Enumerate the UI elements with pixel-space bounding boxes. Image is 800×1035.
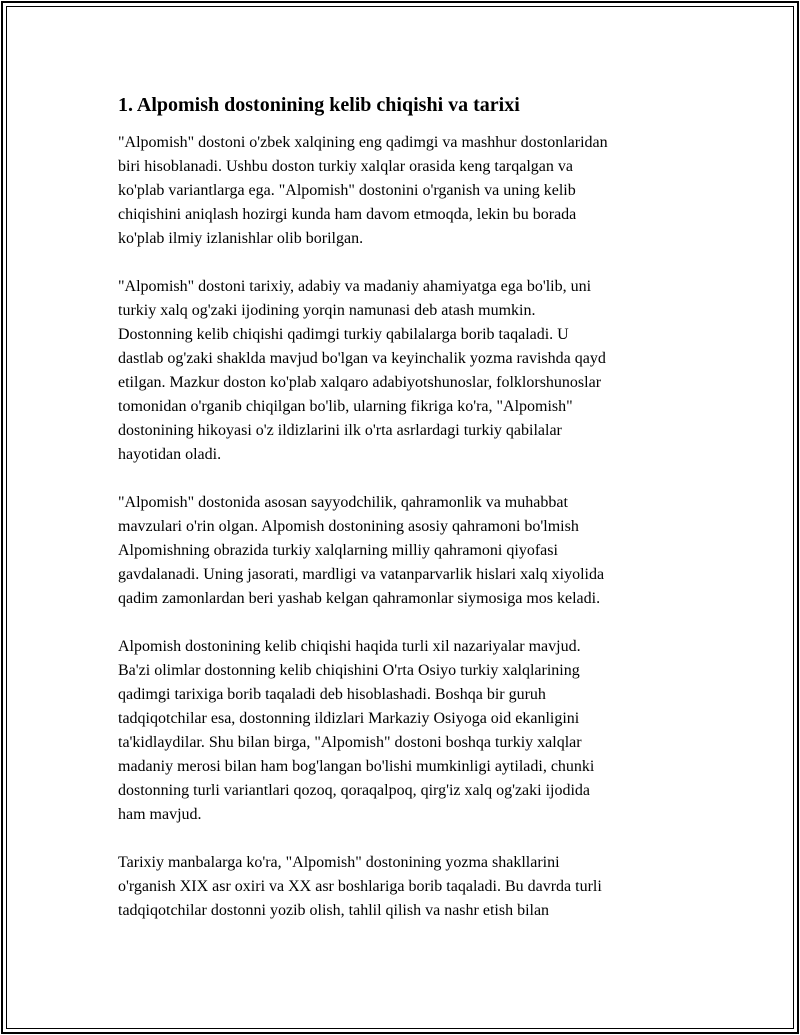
paragraph-line: dastlab og'zaki shaklda mavjud bo'lgan va keyinchalik yozma ravishda qayd <box>118 350 606 367</box>
paragraph <box>118 635 686 827</box>
paragraph-line: ko'plab variantlarga ega. "Alpomish" dostonini o'rganish va uning kelib <box>118 182 576 199</box>
paragraph-line: gavdalanadi. Uning jasorati, mardligi va vatanparvarlik hislari xalq xiyolida <box>118 566 605 583</box>
paragraph-line: dostonining hikoyasi o'z ildizlarini ilk o'rta asrlardagi turkiy qabilalar <box>118 422 562 439</box>
paragraph <box>118 131 686 251</box>
paragraph-line: qadimgi tarixiga borib taqaladi deb hisoblashadi. Boshqa bir guruh <box>118 686 546 703</box>
paragraph-line: tomonidan o'rganib chiqilgan bo'lib, ularning fikriga ko'ra, "Alpomish" <box>118 398 573 415</box>
paragraph-line: Tarixiy manbalarga ko'ra, "Alpomish" dostonining yozma shakllarini <box>118 854 560 871</box>
paragraph-line: tadqiqotchilar esa, dostonning ildizlari Markaziy Osiyoga oid ekanligini <box>118 710 580 727</box>
paragraph-line: biri hisoblanadi. Ushbu doston turkiy xalqlar orasida keng tarqalgan va <box>118 158 574 175</box>
paragraph-line: tadqiqotchilar dostonni yozib olish, tahlil qilish va nashr etish bilan <box>118 902 550 919</box>
paragraph-line: ta'kidlaydilar. Shu bilan birga, "Alpomish" dostoni boshqa turkiy xalqlar <box>118 734 582 751</box>
paragraph-line: "Alpomish" dostonida asosan sayyodchilik, qahramonlik va muhabbat <box>118 494 568 511</box>
paragraph-line: turkiy xalq og'zaki ijodining yorqin namunasi deb atash mumkin. <box>118 302 536 319</box>
paragraph-line: ko'plab ilmiy izlanishlar olib borilgan. <box>118 230 364 247</box>
paragraph-line: mavzulari o'rin olgan. Alpomish dostonining asosiy qahramoni bo'lmish <box>118 518 579 535</box>
paragraph-line: qadim zamonlardan beri yashab kelgan qahramonlar siymosiga mos keladi. <box>118 590 601 607</box>
paragraphs-container <box>118 131 686 923</box>
paragraph <box>118 491 686 611</box>
paragraph-line: hayotidan oladi. <box>118 446 222 463</box>
paragraph-line: Alpomish dostonining kelib chiqishi haqida turli xil nazariyalar mavjud. <box>118 638 581 655</box>
paragraph-line: Dostonning kelib chiqishi qadimgi turkiy qabilalarga borib taqaladi. U <box>118 326 569 343</box>
section-heading: 1. Alpomish dostonining kelib chiqishi va tarixi <box>118 94 520 116</box>
paragraph-line: dostonning turli variantlari qozoq, qoraqalpoq, qirg'iz xalq og'zaki ijodida <box>118 782 591 799</box>
paragraph-line: chiqishini aniqlash hozirgi kunda ham davom etmoqda, lekin bu borada <box>118 206 577 223</box>
paragraph-line: "Alpomish" dostoni o'zbek xalqining eng qadimgi va mashhur dostonlaridan <box>118 134 608 151</box>
paragraph <box>118 275 686 467</box>
paragraph-line: Ba'zi olimlar dostonning kelib chiqishini O'rta Osiyo turkiy xalqlarining <box>118 662 580 679</box>
document-body <box>118 92 686 947</box>
paragraph-line: o'rganish XIX asr oxiri va XX asr boshlariga borib taqaladi. Bu davrda turli <box>118 878 602 895</box>
paragraph-line: "Alpomish" dostoni tarixiy, adabiy va madaniy ahamiyatga ega bo'lib, uni <box>118 278 592 295</box>
paragraph-line: ham mavjud. <box>118 806 202 823</box>
paragraph <box>118 851 686 923</box>
paragraph-line: Alpomishning obrazida turkiy xalqlarning milliy qahramoni qiyofasi <box>118 542 558 559</box>
paragraph-line: madaniy merosi bilan ham bog'langan bo'lishi mumkinligi aytiladi, chunki <box>118 758 595 775</box>
paragraph-line: etilgan. Mazkur doston ko'plab xalqaro adabiyotshunoslar, folklorshunoslar <box>118 374 602 391</box>
